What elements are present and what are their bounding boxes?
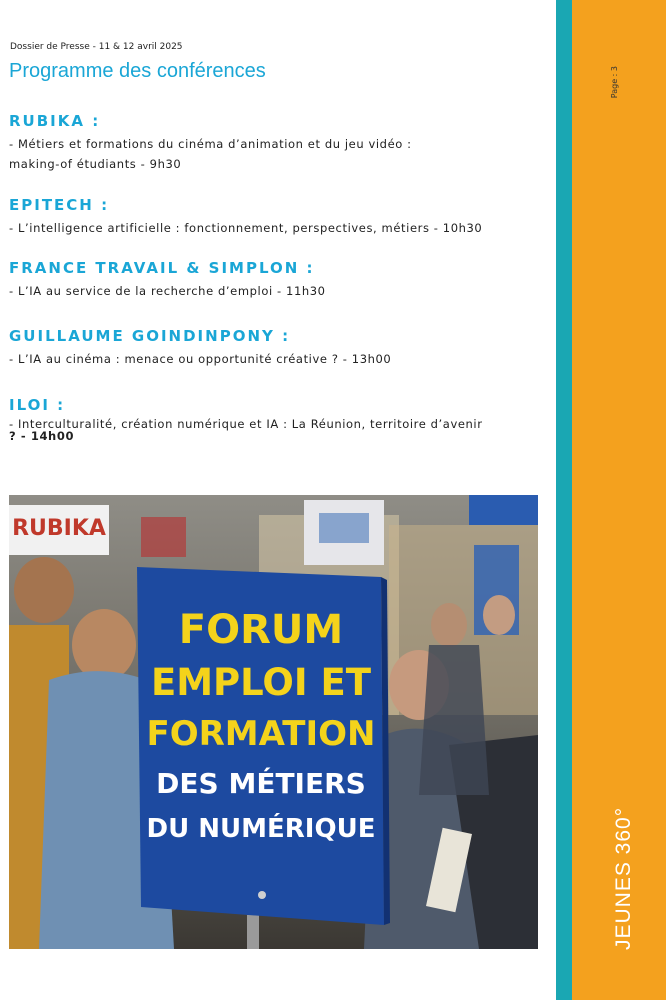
section-iloi xyxy=(9,396,539,442)
section-line: - Métiers et formations du cinéma d’animation et du jeu vidéo : xyxy=(9,137,412,151)
section-france-travail xyxy=(9,259,539,301)
brand-text: JEUNES 360° xyxy=(612,806,635,950)
section-line: - L’intelligence artificielle : fonctionnement, perspectives, métiers - 10h30 xyxy=(9,221,483,235)
page-number-label: Page : 3 xyxy=(610,66,619,99)
section-line: - L’IA au service de la recherche d’emploi - 11h30 xyxy=(9,284,326,298)
section-title: EPITECH : xyxy=(9,196,110,214)
sign-line: FORMATION xyxy=(146,714,376,754)
forum-photo-illustration xyxy=(9,495,538,949)
page-number xyxy=(610,66,630,106)
forum-sign xyxy=(137,567,390,925)
section-rubika xyxy=(9,112,539,174)
section-line: making-of étudiants - 9h30 xyxy=(9,157,182,171)
section-title: GUILLAUME GOINDINPONY : xyxy=(9,327,291,345)
teal-sidebar-bar xyxy=(556,0,572,1000)
section-title: FRANCE TRAVAIL & SIMPLON : xyxy=(9,259,315,277)
section-epitech xyxy=(9,196,539,238)
section-guillaume xyxy=(9,327,539,369)
sign-line: DES MÉTIERS xyxy=(156,767,366,800)
section-title: ILOI : xyxy=(9,396,66,414)
sign-line: FORUM xyxy=(178,607,344,653)
page-title: Programme des conférences xyxy=(9,60,266,82)
sign-line: EMPLOI ET xyxy=(150,661,372,704)
section-line: ? - 14h00 xyxy=(9,429,75,443)
brand-logo xyxy=(612,800,638,950)
forum-photo xyxy=(9,495,538,949)
section-line: - Interculturalité, création numérique et IA : La Réunion, territoire d’avenir xyxy=(9,417,483,431)
press-header: Dossier de Presse - 11 & 12 avril 2025 xyxy=(10,42,183,52)
sign-line: DU NUMÉRIQUE xyxy=(146,814,376,844)
section-title: RUBIKA : xyxy=(9,112,101,130)
booth-sign-text: RUBIKA xyxy=(12,516,106,541)
section-line: - L’IA au cinéma : menace ou opportunité créative ? - 13h00 xyxy=(9,352,392,366)
